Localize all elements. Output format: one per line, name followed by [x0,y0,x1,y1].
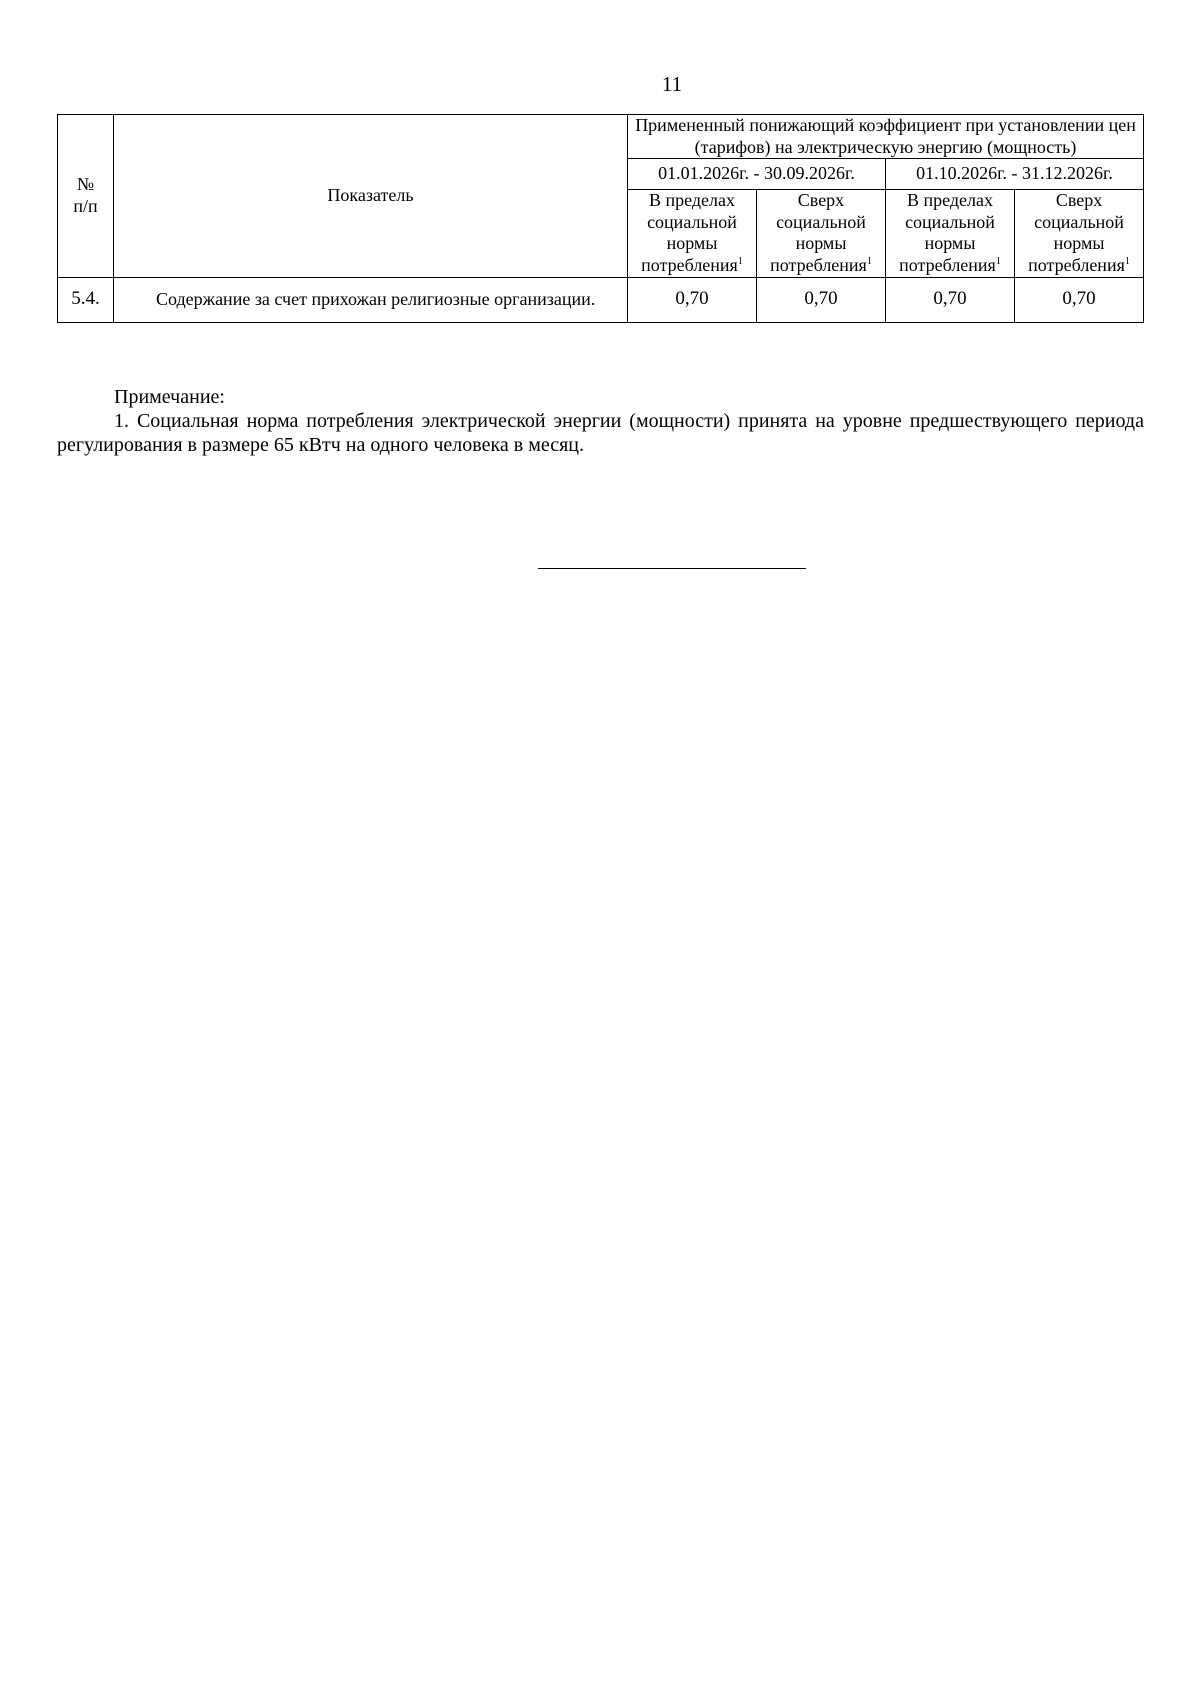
header-subcolumn [1015,190,1144,277]
footnote-marker: 1 [995,255,1001,267]
header-subcolumn [886,190,1015,277]
row-indicator [114,277,628,322]
notes-heading: Примечание: [114,386,225,408]
footnote-marker: 1 [737,255,743,267]
page-number: 11 [661,72,683,96]
header-num-cell [58,115,114,278]
row-value: 0,70 [757,277,886,322]
footnote-marker: 1 [1124,255,1130,267]
footnote-marker: 1 [866,255,872,267]
subcolumn-label: Сверх социальной нормы потребления [770,190,867,275]
row-value: 0,70 [628,277,757,322]
row-number: 5.4. [58,277,114,322]
note-item: 1. Социальная норма потребления электрической энергии (мощности) принята на уровне предшествующего периода регулирования в размере 65 кВтч на одного человека в месяц. [57,410,1144,456]
header-subcolumn [757,190,886,277]
header-group-title: Примененный понижающий коэффициент при установлении цен (тарифов) на электрическую энергию (мощность) [628,115,1144,159]
header-indicator-cell: Показатель [114,115,628,278]
header-subcolumn [628,190,757,277]
subcolumn-label: В пределах социальной нормы потребления [641,190,738,275]
row-indicator-text: Содержание за счет прихожан религиозные организации. [156,288,596,309]
row-value: 0,70 [1015,277,1144,322]
header-row-title [58,115,1144,159]
row-value: 0,70 [886,277,1015,322]
notes-section [57,385,1144,457]
end-of-document-rule [538,568,806,569]
subcolumn-label: Сверх социальной нормы потребления [1028,190,1125,275]
header-period-1: 01.01.2026г. - 30.09.2026г. [628,159,886,190]
header-period-2: 01.10.2026г. - 31.12.2026г. [886,159,1144,190]
table-row [58,277,1144,322]
header-num-label: № п/п [73,174,98,216]
subcolumn-label: В пределах социальной нормы потребления [899,190,996,275]
tariff-coefficient-table [57,114,1144,323]
